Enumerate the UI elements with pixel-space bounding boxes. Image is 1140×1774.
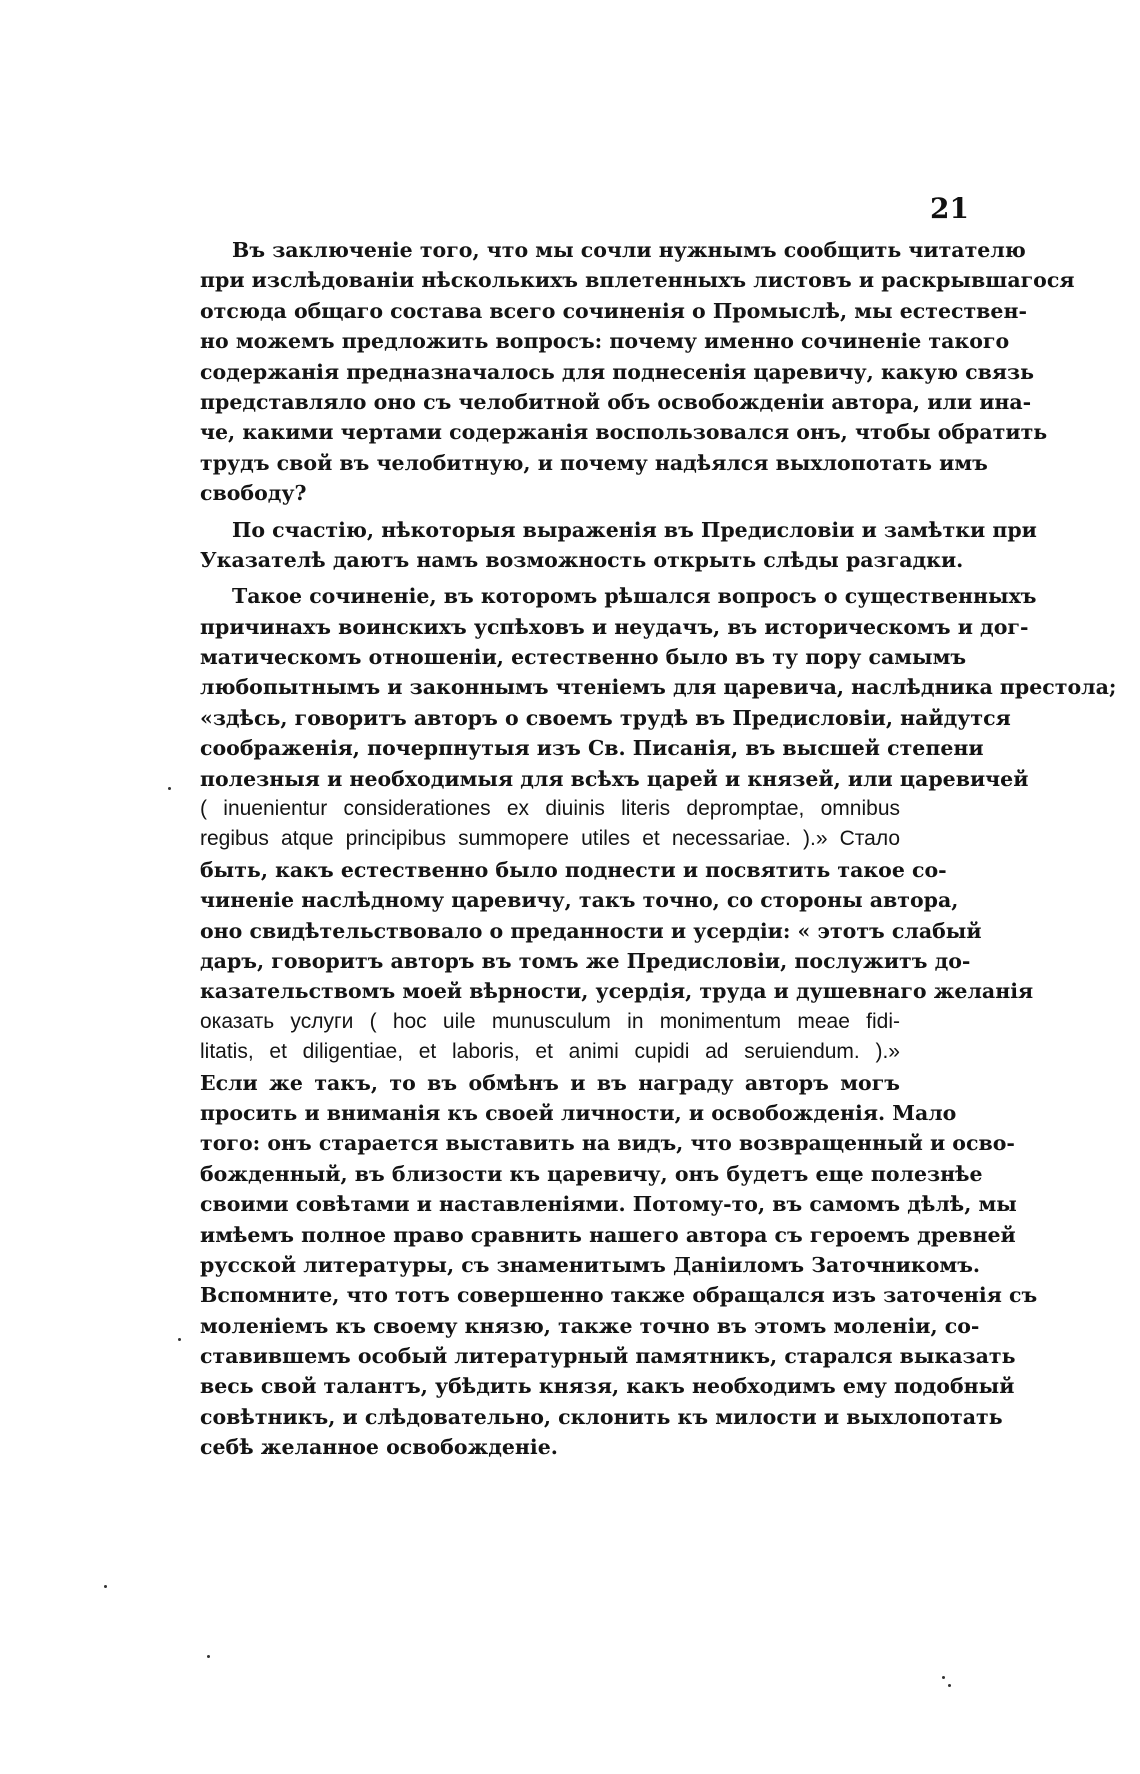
text-line: русской литературы, съ знаменитымъ Даніиломъ Заточникомъ. bbox=[200, 1252, 981, 1277]
text-line: чиненіе наслѣдному царевичу, такъ точно, со стороны автора, bbox=[200, 888, 959, 913]
text-line: быть, какъ естественно было поднести и посвятить такое со- bbox=[200, 857, 947, 882]
text-line: весь свой талантъ, убѣдить князя, какъ необходимъ ему подобный bbox=[200, 1374, 1015, 1399]
scan-speck bbox=[104, 1585, 107, 1588]
text-line: содержанія предназначалось для поднесенія царевичу, какую связь bbox=[200, 359, 1034, 384]
text-line: Указателѣ даютъ намъ возможность открыть слѣды разгадки. bbox=[200, 547, 964, 572]
text-line: Вспомните, что тотъ совершенно также обращался изъ заточенія съ bbox=[200, 1283, 1038, 1308]
text-line: любопытнымъ и законнымъ чтеніемъ для царевича, наслѣдника престола; bbox=[200, 675, 1117, 700]
scan-speck bbox=[207, 1655, 210, 1658]
text-line: оно свидѣтельствовало о преданности и усердіи: « этотъ слабый bbox=[200, 918, 982, 943]
text-line: просить и вниманія къ своей личности, и освобожденія. Мало bbox=[200, 1100, 957, 1125]
text-line: ( inuenientur considerationes ex diuinis literis depromptae, omnibus bbox=[200, 797, 900, 821]
text-line: матическомъ отношеніи, естественно было въ ту пору самымъ bbox=[200, 645, 967, 670]
text-line: оказать услуги ( hoc uile munusculum in monimentum meae fidi- bbox=[200, 1009, 900, 1033]
text-line: полезныя и необходимыя для всѣхъ царей и князей, или царевичей bbox=[200, 766, 1029, 791]
text-line: казательствомъ моей вѣрности, усердія, труда и душевнаго желанія bbox=[200, 979, 1034, 1004]
scan-speck bbox=[178, 1338, 181, 1341]
text-line: своими совѣтами и наставленіями. Потому-то, въ самомъ дѣлѣ, мы bbox=[200, 1192, 1017, 1217]
text-line: себѣ желанное освобожденіе. bbox=[200, 1435, 558, 1460]
text-line: трудъ свой въ челобитную, и почему надѣялся выхлопотать имъ bbox=[200, 450, 988, 475]
text-line: ставившемъ особый литературный памятникъ, старался выказать bbox=[200, 1344, 1016, 1369]
text-line: представляло оно съ челобитной объ освобожденіи автора, или ина- bbox=[200, 389, 1032, 414]
text-line: при изслѣдованіи нѣсколькихъ вплетенныхъ листовъ и раскрывшагося bbox=[200, 268, 1075, 293]
text-line: но можемъ предложить вопросъ: почему именно сочиненіе такого bbox=[200, 329, 1010, 354]
text-line: По счастію, нѣкоторыя выраженія въ Предисловіи и замѣтки при bbox=[232, 517, 1037, 542]
text-line: причинахъ воинскихъ успѣховъ и неудачъ, въ историческомъ и дог- bbox=[200, 614, 1029, 639]
text-line: имѣемъ полное право сравнить нашего автора съ героемъ древней bbox=[200, 1222, 1016, 1247]
body-text bbox=[200, 235, 1117, 1463]
text-line: Такое сочиненіе, въ которомъ рѣшался вопросъ о существенныхъ bbox=[232, 584, 1037, 609]
text-line: того: онъ старается выставить на видъ, что возвращенный и осво- bbox=[200, 1131, 1015, 1156]
text-line: божденный, въ близости къ царевичу, онъ будетъ еще полезнѣе bbox=[200, 1161, 983, 1186]
text-line: соображенія, почерпнутыя изъ Св. Писанія, въ высшей степени bbox=[200, 736, 984, 761]
text-line: совѣтникъ, и слѣдовательно, склонить къ милости и выхлопотать bbox=[200, 1404, 1003, 1429]
page-number: 21 bbox=[930, 192, 969, 225]
text-line: regibus atque principibus summopere utiles et necessariae. ).» Стало bbox=[200, 827, 900, 851]
text-line: Если же такъ, то въ обмѣнъ и въ награду авторъ могъ bbox=[200, 1070, 900, 1095]
text-line: даръ, говоритъ авторъ въ томъ же Предисловіи, послужитъ до- bbox=[200, 948, 971, 973]
scan-speck bbox=[948, 1684, 951, 1687]
scan-speck bbox=[942, 1676, 945, 1679]
text-line: «здѣсь, говоритъ авторъ о своемъ трудѣ въ Предисловіи, найдутся bbox=[200, 705, 1011, 730]
text-line: че, какими чертами содержанія воспользовался онъ, чтобы обратить bbox=[200, 420, 1048, 445]
text-line: Въ заключеніе того, что мы сочли нужнымъ сообщить читателю bbox=[232, 238, 1026, 262]
scan-speck bbox=[168, 787, 171, 790]
text-line: litatis, et diligentiae, et laboris, et animi cupidi ad seruiendum. ).» bbox=[200, 1040, 900, 1064]
text-line: отсюда общаго состава всего сочиненія о Промыслѣ, мы естествен- bbox=[200, 298, 1027, 323]
text-line: моленіемъ къ своему князю, также точно въ этомъ моленіи, со- bbox=[200, 1313, 980, 1338]
text-line: свободу? bbox=[200, 481, 307, 506]
